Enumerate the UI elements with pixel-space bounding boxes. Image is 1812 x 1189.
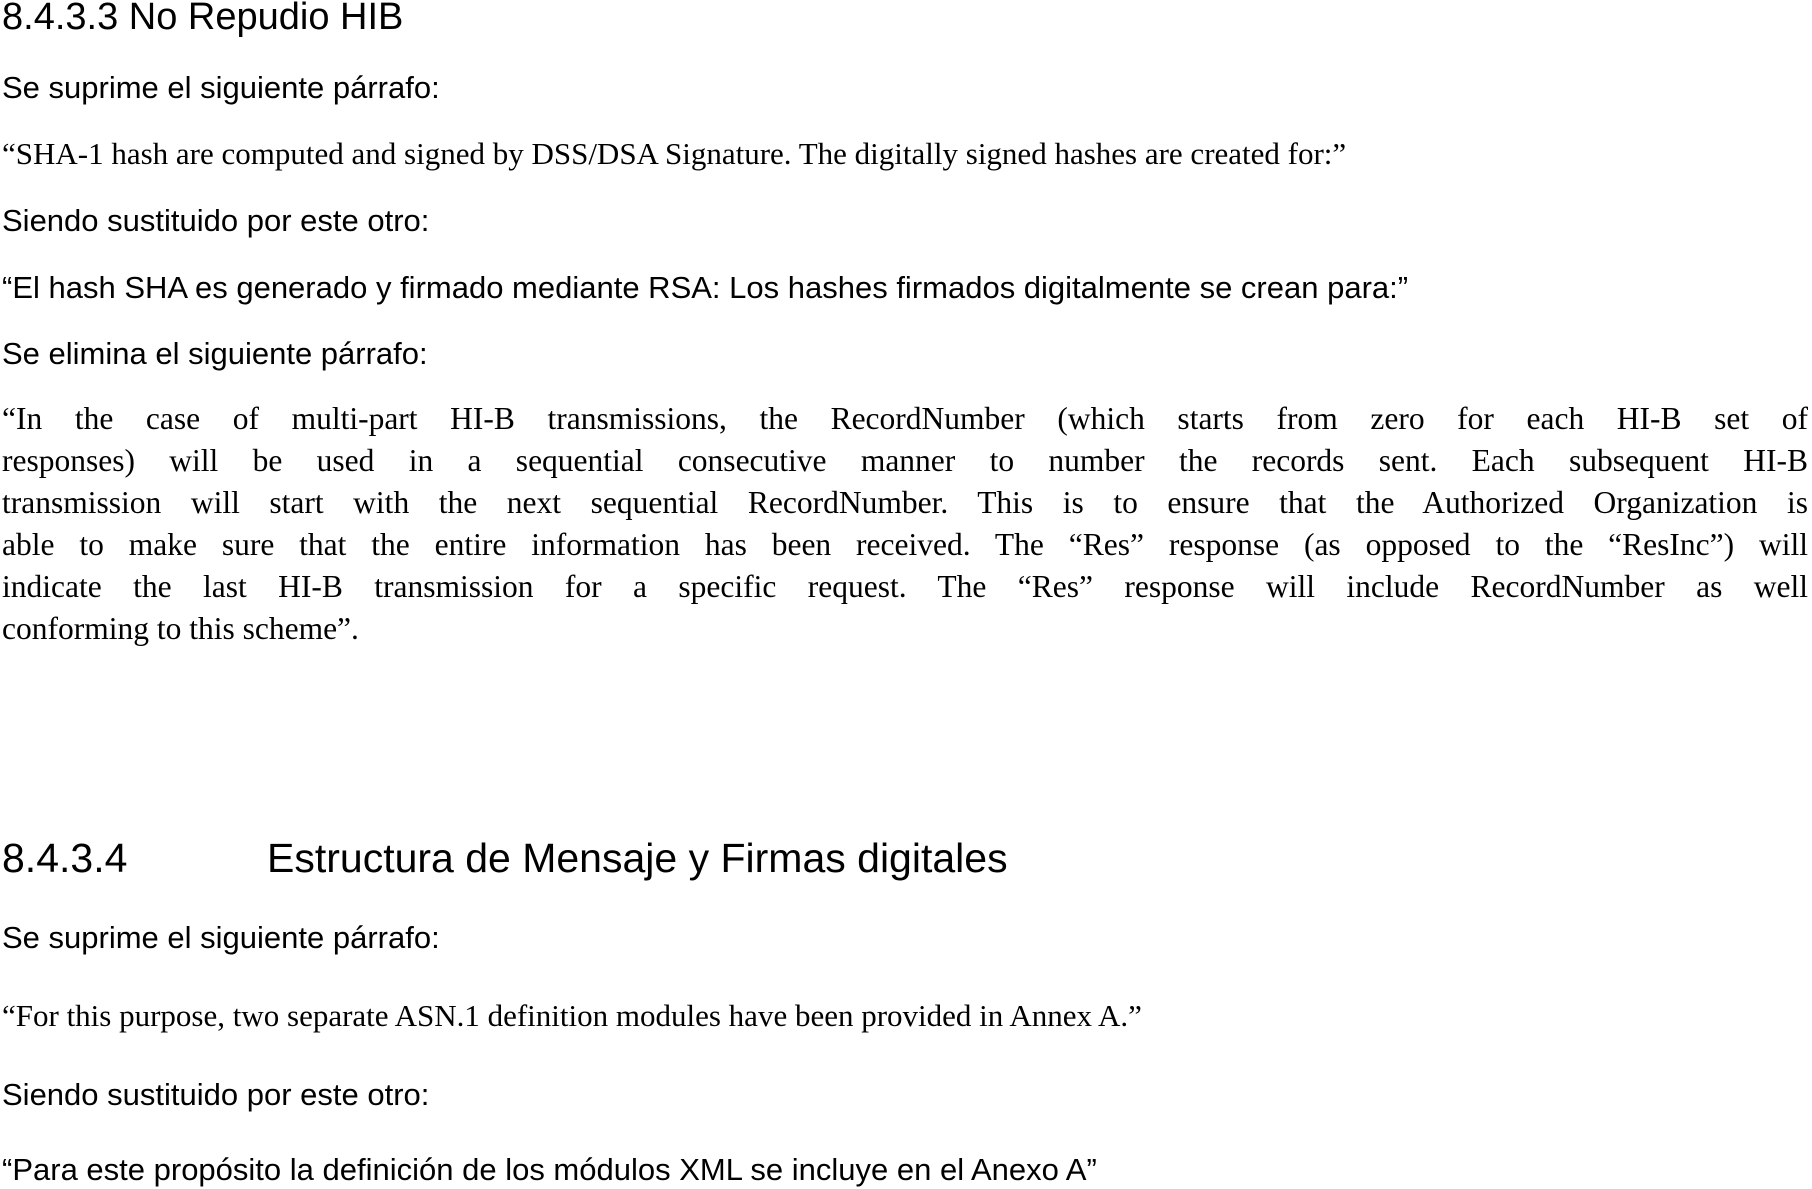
quote-replacement-xml: “Para este propósito la definición de los módulos XML se incluye en el Anexo A” xyxy=(2,1152,1097,1187)
quote-line: able to make sure that the entire information has been received. The “Res” response (as opposed to the “ResInc”) will xyxy=(2,527,1808,562)
instruction-suprime: Se suprime el siguiente párrafo: xyxy=(2,920,440,955)
quote-line: responses) will be used in a sequential consecutive manner to number the records sent. Each subsequent HI-B xyxy=(2,443,1808,478)
quote-original-asn1: “For this purpose, two separate ASN.1 definition modules have been provided in Annex A.” xyxy=(2,998,1142,1033)
quote-replacement-sha: “El hash SHA es generado y firmado mediante RSA: Los hashes firmados digitalmente se crean para:” xyxy=(2,270,1409,305)
instruction-elimina: Se elimina el siguiente párrafo: xyxy=(2,336,428,371)
quote-original-sha1: “SHA-1 hash are computed and signed by DSS/DSA Signature. The digitally signed hashes are created for:” xyxy=(2,136,1347,171)
quote-line: “In the case of multi-part HI-B transmissions, the RecordNumber (which starts from zero for each HI-B set of xyxy=(2,401,1808,436)
quote-multipart-paragraph xyxy=(2,398,1808,650)
instruction-suprime: Se suprime el siguiente párrafo: xyxy=(2,70,440,105)
heading-number: 8.4.3.4 xyxy=(2,835,128,881)
quote-line: conforming to this scheme”. xyxy=(2,611,359,646)
quote-line: indicate the last HI-B transmission for a specific request. The “Res” response will include RecordNumber as well xyxy=(2,569,1808,604)
instruction-sustituido: Siendo sustituido por este otro: xyxy=(2,1077,430,1112)
quote-line: transmission will start with the next sequential RecordNumber. This is to ensure that the Authorized Organization is xyxy=(2,485,1808,520)
section-heading-8-4-3-4 xyxy=(2,835,1008,881)
heading-title: Estructura de Mensaje y Firmas digitales xyxy=(267,835,1008,881)
instruction-sustituido: Siendo sustituido por este otro: xyxy=(2,203,430,238)
section-heading-8-4-3-3: 8.4.3.3 No Repudio HIB xyxy=(2,0,404,38)
